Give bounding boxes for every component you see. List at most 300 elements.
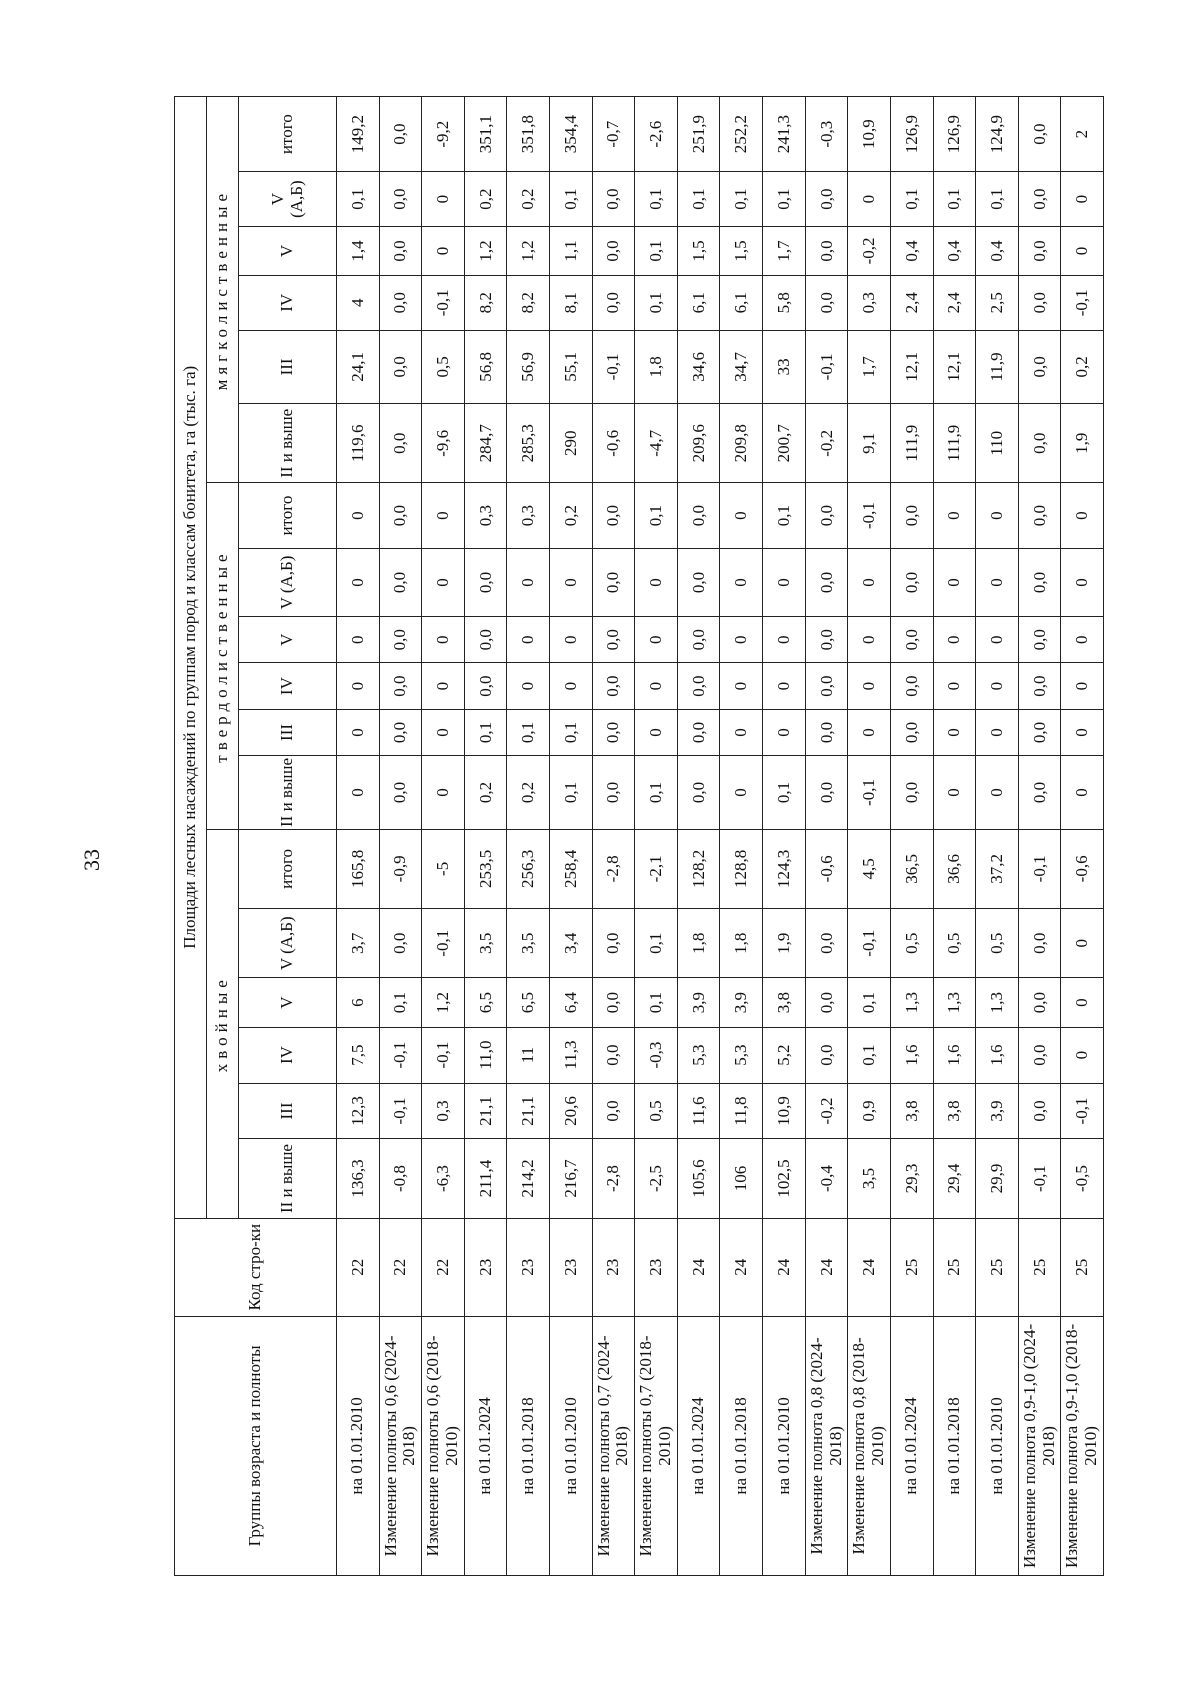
table-cell: 126,9 — [933, 97, 976, 172]
table-cell: 0,4 — [976, 226, 1019, 275]
table-cell: 354,4 — [550, 97, 593, 172]
table-cell: 11,9 — [976, 330, 1019, 404]
table-cell: -0,2 — [805, 1083, 848, 1139]
table-cell: 0,0 — [677, 709, 720, 755]
table-cell: 0 — [933, 483, 976, 548]
table-cell: 0 — [933, 663, 976, 709]
table-cell: 6,4 — [550, 978, 593, 1027]
table-cell: 0,1 — [337, 172, 380, 227]
subcolumn-header-coniferous-3: V — [239, 978, 337, 1027]
table-cell: 284,7 — [464, 404, 507, 483]
table-cell: 0,1 — [550, 172, 593, 227]
table-cell: 0,5 — [933, 908, 976, 978]
table-cell: 1,5 — [677, 226, 720, 275]
table-cell: 0,0 — [592, 172, 635, 227]
table-cell: 0,1 — [848, 1027, 891, 1083]
table-cell: -0,1 — [1061, 276, 1104, 331]
table-row — [635, 97, 678, 1576]
table-cell: 2 — [1061, 97, 1104, 172]
table-cell: 0,1 — [464, 709, 507, 755]
row-code: 22 — [422, 1218, 465, 1316]
table-cell: 0,0 — [379, 226, 422, 275]
table-cell: 0 — [337, 548, 380, 616]
table-cell: 0,0 — [1018, 548, 1061, 616]
table-cell: -0,6 — [1061, 829, 1104, 908]
table-cell: 3,9 — [720, 978, 763, 1027]
table-cell: -0,8 — [379, 1139, 422, 1218]
table-cell: 0,0 — [1018, 1083, 1061, 1139]
row-label: на 01.01.2018 — [507, 1316, 550, 1575]
table-cell: 0,0 — [379, 908, 422, 978]
table-cell: 20,6 — [550, 1083, 593, 1139]
table-cell: -0,1 — [805, 330, 848, 404]
table-cell: 0 — [763, 548, 806, 616]
table-cell: -9,2 — [422, 97, 465, 172]
table-cell: 102,5 — [763, 1139, 806, 1218]
table-cell: 1,6 — [976, 1027, 1019, 1083]
table-cell: 0,0 — [805, 908, 848, 978]
table-cell: 0,0 — [677, 756, 720, 830]
table-cell: 3,5 — [464, 908, 507, 978]
table-cell: -2,8 — [592, 1139, 635, 1218]
table-cell: 1,1 — [550, 226, 593, 275]
table-row — [422, 97, 465, 1576]
table-cell: 110 — [976, 404, 1019, 483]
table-cell: 0 — [422, 663, 465, 709]
table-cell: 105,6 — [677, 1139, 720, 1218]
table-cell: 8,2 — [464, 276, 507, 331]
table-cell: 0,0 — [805, 663, 848, 709]
table-cell: 0,0 — [379, 548, 422, 616]
table-cell: 0,0 — [1018, 276, 1061, 331]
table-cell: 3,4 — [550, 908, 593, 978]
table-cell: 0,4 — [890, 226, 933, 275]
table-cell: 351,1 — [464, 97, 507, 172]
main-title-header: Площади лесных насаждений по группам пород и классам бонитета, га (тыс. га) — [175, 97, 207, 1219]
table-cell: 1,6 — [890, 1027, 933, 1083]
table-cell: 5,3 — [677, 1027, 720, 1083]
table-cell: -0,6 — [805, 829, 848, 908]
table-cell: 0 — [635, 663, 678, 709]
table-cell: 0,1 — [635, 978, 678, 1027]
table-cell: 0,1 — [976, 172, 1019, 227]
table-row — [763, 97, 806, 1576]
table-cell: 0,0 — [890, 483, 933, 548]
table-cell: 21,1 — [464, 1083, 507, 1139]
table-row — [507, 97, 550, 1576]
table-cell: -2,1 — [635, 829, 678, 908]
table-cell: 0 — [976, 756, 1019, 830]
table-cell: -4,7 — [635, 404, 678, 483]
table-cell: 11,3 — [550, 1027, 593, 1083]
row-label: на 01.01.2018 — [933, 1316, 976, 1575]
table-cell: 0,0 — [677, 548, 720, 616]
table-cell: 200,7 — [763, 404, 806, 483]
table-cell: 0,4 — [933, 226, 976, 275]
table-cell: 0,5 — [976, 908, 1019, 978]
table-cell: 0 — [976, 617, 1019, 663]
table-cell: 0,0 — [379, 663, 422, 709]
table-cell: 6 — [337, 978, 380, 1027]
table-cell: 1,4 — [337, 226, 380, 275]
table-cell: 0,0 — [677, 617, 720, 663]
table-cell: 0 — [720, 709, 763, 755]
table-cell: -0,9 — [379, 829, 422, 908]
table-cell: 0,3 — [464, 483, 507, 548]
table-cell: 0,0 — [379, 404, 422, 483]
table-cell: 0,0 — [379, 709, 422, 755]
row-label: на 01.01.2010 — [763, 1316, 806, 1575]
table-cell: 214,2 — [507, 1139, 550, 1218]
table-cell: 6,5 — [507, 978, 550, 1027]
table-cell: 0,1 — [763, 483, 806, 548]
table-cell: 0 — [1061, 617, 1104, 663]
table-cell: 0,0 — [805, 226, 848, 275]
table-cell: 0 — [337, 756, 380, 830]
table-cell: 0,1 — [720, 172, 763, 227]
table-cell: 216,7 — [550, 1139, 593, 1218]
table-cell: 0 — [635, 709, 678, 755]
table-cell: 0,0 — [805, 709, 848, 755]
table-cell: 0 — [422, 709, 465, 755]
table-cell: 29,4 — [933, 1139, 976, 1218]
table-cell: 0,5 — [422, 330, 465, 404]
table-cell: 34,7 — [720, 330, 763, 404]
table-cell: 0,0 — [805, 548, 848, 616]
row-label: Изменение полноты 0,6 (2024-2018) — [379, 1316, 422, 1575]
row-code: 24 — [677, 1218, 720, 1316]
table-cell: 0 — [422, 548, 465, 616]
table-row — [890, 97, 933, 1576]
table-cell: 0,0 — [592, 1083, 635, 1139]
group-header-hardwood: твердолиственные — [207, 483, 239, 829]
table-cell: 0,1 — [635, 756, 678, 830]
table-cell: -0,3 — [635, 1027, 678, 1083]
subcolumn-header-coniferous-2: IV — [239, 1027, 337, 1083]
table-cell: 11 — [507, 1027, 550, 1083]
table-cell: 0,1 — [763, 172, 806, 227]
row-label: на 01.01.2010 — [550, 1316, 593, 1575]
table-cell: 56,9 — [507, 330, 550, 404]
table-cell: -2,6 — [635, 97, 678, 172]
table-cell: 0,1 — [848, 978, 891, 1027]
table-cell: 0,0 — [1018, 226, 1061, 275]
table-cell: 0 — [848, 548, 891, 616]
table-cell: -0,1 — [848, 908, 891, 978]
table-cell: 0,0 — [890, 756, 933, 830]
table-cell: 1,7 — [763, 226, 806, 275]
table-cell: 5,3 — [720, 1027, 763, 1083]
table-cell: 0,0 — [1018, 330, 1061, 404]
table-cell: 0 — [422, 226, 465, 275]
table-cell: 0,5 — [635, 1083, 678, 1139]
table-cell: 55,1 — [550, 330, 593, 404]
table-cell: 111,9 — [933, 404, 976, 483]
row-label: на 01.01.2010 — [976, 1316, 1019, 1575]
table-cell: 0,0 — [805, 756, 848, 830]
row-label: на 01.01.2010 — [337, 1316, 380, 1575]
row-code: 22 — [337, 1218, 380, 1316]
table-cell: 0,0 — [592, 483, 635, 548]
table-cell: -0,1 — [379, 1083, 422, 1139]
table-cell: 0,0 — [379, 756, 422, 830]
table-cell: 9,1 — [848, 404, 891, 483]
table-cell: 0 — [720, 483, 763, 548]
table-cell: 0,0 — [592, 908, 635, 978]
table-cell: 0 — [1061, 483, 1104, 548]
subcolumn-header-coniferous-1: III — [239, 1083, 337, 1139]
table-cell: 0 — [337, 483, 380, 548]
table-cell: 0,0 — [464, 548, 507, 616]
table-cell: 6,5 — [464, 978, 507, 1027]
subcolumn-header-hardwood-4: V (А,Б) — [239, 548, 337, 616]
table-cell: 251,9 — [677, 97, 720, 172]
row-label: Изменение полнота 0,9-1,0 (2024-2018) — [1018, 1316, 1061, 1575]
table-cell: -0,1 — [1061, 1083, 1104, 1139]
row-code: 23 — [550, 1218, 593, 1316]
table-cell: 0 — [1061, 908, 1104, 978]
table-cell: 256,3 — [507, 829, 550, 908]
subcolumn-header-softwood-5: итого — [239, 97, 337, 172]
table-cell: 128,8 — [720, 829, 763, 908]
table-cell: 0,5 — [890, 908, 933, 978]
table-cell: 3,9 — [677, 978, 720, 1027]
subcolumn-header-coniferous-4: V (А,Б) — [239, 908, 337, 978]
row-code: 22 — [379, 1218, 422, 1316]
row-label: Изменение полнота 0,8 (2018-2010) — [848, 1316, 891, 1575]
row-label: на 01.01.2024 — [677, 1316, 720, 1575]
table-cell: 3,8 — [933, 1083, 976, 1139]
table-cell: 0,0 — [805, 276, 848, 331]
table-cell: 0,0 — [1018, 756, 1061, 830]
table-row — [933, 97, 976, 1576]
row-label: Изменение полноты 0,6 (2018-2010) — [422, 1316, 465, 1575]
row-code: 25 — [976, 1218, 1019, 1316]
table-cell: 0 — [422, 617, 465, 663]
table-cell: 149,2 — [337, 97, 380, 172]
table-cell: -0,7 — [592, 97, 635, 172]
table-cell: 1,6 — [933, 1027, 976, 1083]
table-cell: 0 — [848, 617, 891, 663]
table-cell: 0,0 — [1018, 908, 1061, 978]
row-code: 25 — [1018, 1218, 1061, 1316]
table-cell: 4 — [337, 276, 380, 331]
table-cell: 1,9 — [1061, 404, 1104, 483]
table-cell: 0 — [976, 483, 1019, 548]
subcolumn-header-hardwood-5: итого — [239, 483, 337, 548]
table-cell: 0 — [1061, 548, 1104, 616]
row-code: 23 — [635, 1218, 678, 1316]
table-cell: 0,1 — [890, 172, 933, 227]
table-row — [592, 97, 635, 1576]
row-label: на 01.01.2024 — [890, 1316, 933, 1575]
table-cell: 33 — [763, 330, 806, 404]
table-cell: 29,9 — [976, 1139, 1019, 1218]
row-code: 23 — [592, 1218, 635, 1316]
table-cell: 241,3 — [763, 97, 806, 172]
table-cell: 1,2 — [422, 978, 465, 1027]
table-cell: 0 — [976, 709, 1019, 755]
row-code: 24 — [805, 1218, 848, 1316]
table-cell: 351,8 — [507, 97, 550, 172]
row-code: 24 — [720, 1218, 763, 1316]
table-cell: 0,0 — [464, 663, 507, 709]
table-cell: -0,1 — [1018, 829, 1061, 908]
table-cell: 136,3 — [337, 1139, 380, 1218]
table-cell: 0,0 — [1018, 483, 1061, 548]
table-row — [379, 97, 422, 1576]
table-cell: 12,3 — [337, 1083, 380, 1139]
table-cell: 11,6 — [677, 1083, 720, 1139]
row-code: 25 — [890, 1218, 933, 1316]
table-cell: 0 — [976, 548, 1019, 616]
table-cell: 0 — [763, 709, 806, 755]
table-cell: -0,4 — [805, 1139, 848, 1218]
table-cell: 0,0 — [890, 709, 933, 755]
table-cell: 0,0 — [1018, 1027, 1061, 1083]
table-cell: 2,4 — [933, 276, 976, 331]
table-cell: 0,0 — [592, 276, 635, 331]
table-cell: 36,6 — [933, 829, 976, 908]
subcolumn-header-hardwood-3: V — [239, 617, 337, 663]
table-cell: -2,5 — [635, 1139, 678, 1218]
table-cell: 1,2 — [507, 226, 550, 275]
table-cell: 0,0 — [379, 330, 422, 404]
table-cell: 0,3 — [507, 483, 550, 548]
table-cell: 0,3 — [848, 276, 891, 331]
table-cell: 0 — [550, 548, 593, 616]
table-row — [720, 97, 763, 1576]
table-cell: 0,9 — [848, 1083, 891, 1139]
table-cell: 0,1 — [550, 709, 593, 755]
table-row — [1018, 97, 1061, 1576]
table-cell: 1,7 — [848, 330, 891, 404]
table-cell: 0,2 — [550, 483, 593, 548]
table-cell: 0 — [976, 663, 1019, 709]
table-cell: -0,1 — [422, 1027, 465, 1083]
row-label: Изменение полнота 0,9-1,0 (2018-2010) — [1061, 1316, 1104, 1575]
table-cell: 0 — [507, 663, 550, 709]
subcolumn-header-coniferous-0: II и выше — [239, 1139, 337, 1218]
table-cell: 0,0 — [1018, 663, 1061, 709]
table-cell: 165,8 — [337, 829, 380, 908]
table-cell: 0,0 — [890, 617, 933, 663]
table-cell: 0 — [720, 617, 763, 663]
table-cell: 0 — [550, 617, 593, 663]
table-cell: 3,8 — [890, 1083, 933, 1139]
subcolumn-header-hardwood-1: III — [239, 709, 337, 755]
table-cell: 0,0 — [464, 617, 507, 663]
table-cell: 1,8 — [677, 908, 720, 978]
subcolumn-header-softwood-0: II и выше — [239, 404, 337, 483]
table-cell: 126,9 — [890, 97, 933, 172]
table-cell: 6,1 — [677, 276, 720, 331]
table-cell: -0,1 — [379, 1027, 422, 1083]
table-cell: 21,1 — [507, 1083, 550, 1139]
table-cell: 0,2 — [1061, 330, 1104, 404]
table-cell: -0,1 — [1018, 1139, 1061, 1218]
table-cell: -0,1 — [848, 483, 891, 548]
table-cell: -0,1 — [592, 330, 635, 404]
rotated-table-container — [174, 96, 1104, 1576]
table-row — [976, 97, 1019, 1576]
table-cell: 4,5 — [848, 829, 891, 908]
table-cell: 0 — [507, 617, 550, 663]
table-cell: 0 — [1061, 756, 1104, 830]
table-cell: -9,6 — [422, 404, 465, 483]
table-cell: -2,8 — [592, 829, 635, 908]
table-cell: 0 — [848, 709, 891, 755]
table-cell: 0,1 — [379, 978, 422, 1027]
table-cell: 0,0 — [677, 483, 720, 548]
row-label: на 01.01.2018 — [720, 1316, 763, 1575]
table-cell: 0 — [763, 617, 806, 663]
table-cell: 0,0 — [1018, 709, 1061, 755]
table-cell: 0 — [720, 756, 763, 830]
subcolumn-header-hardwood-2: IV — [239, 663, 337, 709]
table-cell: -0,3 — [805, 97, 848, 172]
table-cell: 0,0 — [592, 978, 635, 1027]
table-row — [1061, 97, 1104, 1576]
table-cell: 0 — [848, 172, 891, 227]
table-cell: 1,8 — [635, 330, 678, 404]
table-cell: 211,4 — [464, 1139, 507, 1218]
table-body — [337, 97, 1104, 1576]
table-cell: 34,6 — [677, 330, 720, 404]
table-cell: 56,8 — [464, 330, 507, 404]
table-row — [805, 97, 848, 1576]
row-label: на 01.01.2024 — [464, 1316, 507, 1575]
table-cell: 0,0 — [379, 483, 422, 548]
subcolumn-header-softwood-2: IV — [239, 276, 337, 331]
table-cell: 12,1 — [890, 330, 933, 404]
table-cell: 209,6 — [677, 404, 720, 483]
table-cell: 0,1 — [635, 172, 678, 227]
table-cell: 29,3 — [890, 1139, 933, 1218]
table-cell: 10,9 — [848, 97, 891, 172]
table-cell: 11,8 — [720, 1083, 763, 1139]
subcolumn-header-softwood-4: V (А,Б) — [239, 172, 337, 227]
table-cell: 0,0 — [592, 709, 635, 755]
table-cell: 0,0 — [379, 172, 422, 227]
forest-area-table — [174, 96, 1104, 1576]
table-cell: 0 — [550, 663, 593, 709]
table-cell: 0,0 — [379, 617, 422, 663]
table-cell: 0,1 — [635, 483, 678, 548]
table-cell: 0 — [422, 172, 465, 227]
table-cell: 0,1 — [635, 276, 678, 331]
table-cell: 0 — [337, 709, 380, 755]
subcolumn-header-softwood-1: III — [239, 330, 337, 404]
table-cell: 0,0 — [677, 663, 720, 709]
table-cell: 7,5 — [337, 1027, 380, 1083]
table-cell: 3,5 — [848, 1139, 891, 1218]
table-row — [848, 97, 891, 1576]
table-cell: 3,9 — [976, 1083, 1019, 1139]
table-cell: 1,3 — [890, 978, 933, 1027]
table-row — [464, 97, 507, 1576]
table-cell: 37,2 — [976, 829, 1019, 908]
table-cell: 3,8 — [763, 978, 806, 1027]
table-cell: 3,5 — [507, 908, 550, 978]
page-number: 33 — [79, 849, 104, 871]
table-cell: 124,9 — [976, 97, 1019, 172]
table-row — [337, 97, 380, 1576]
table-cell: 0 — [507, 548, 550, 616]
table-cell: 0,1 — [507, 709, 550, 755]
table-cell: 0,0 — [592, 617, 635, 663]
table-cell: 8,1 — [550, 276, 593, 331]
